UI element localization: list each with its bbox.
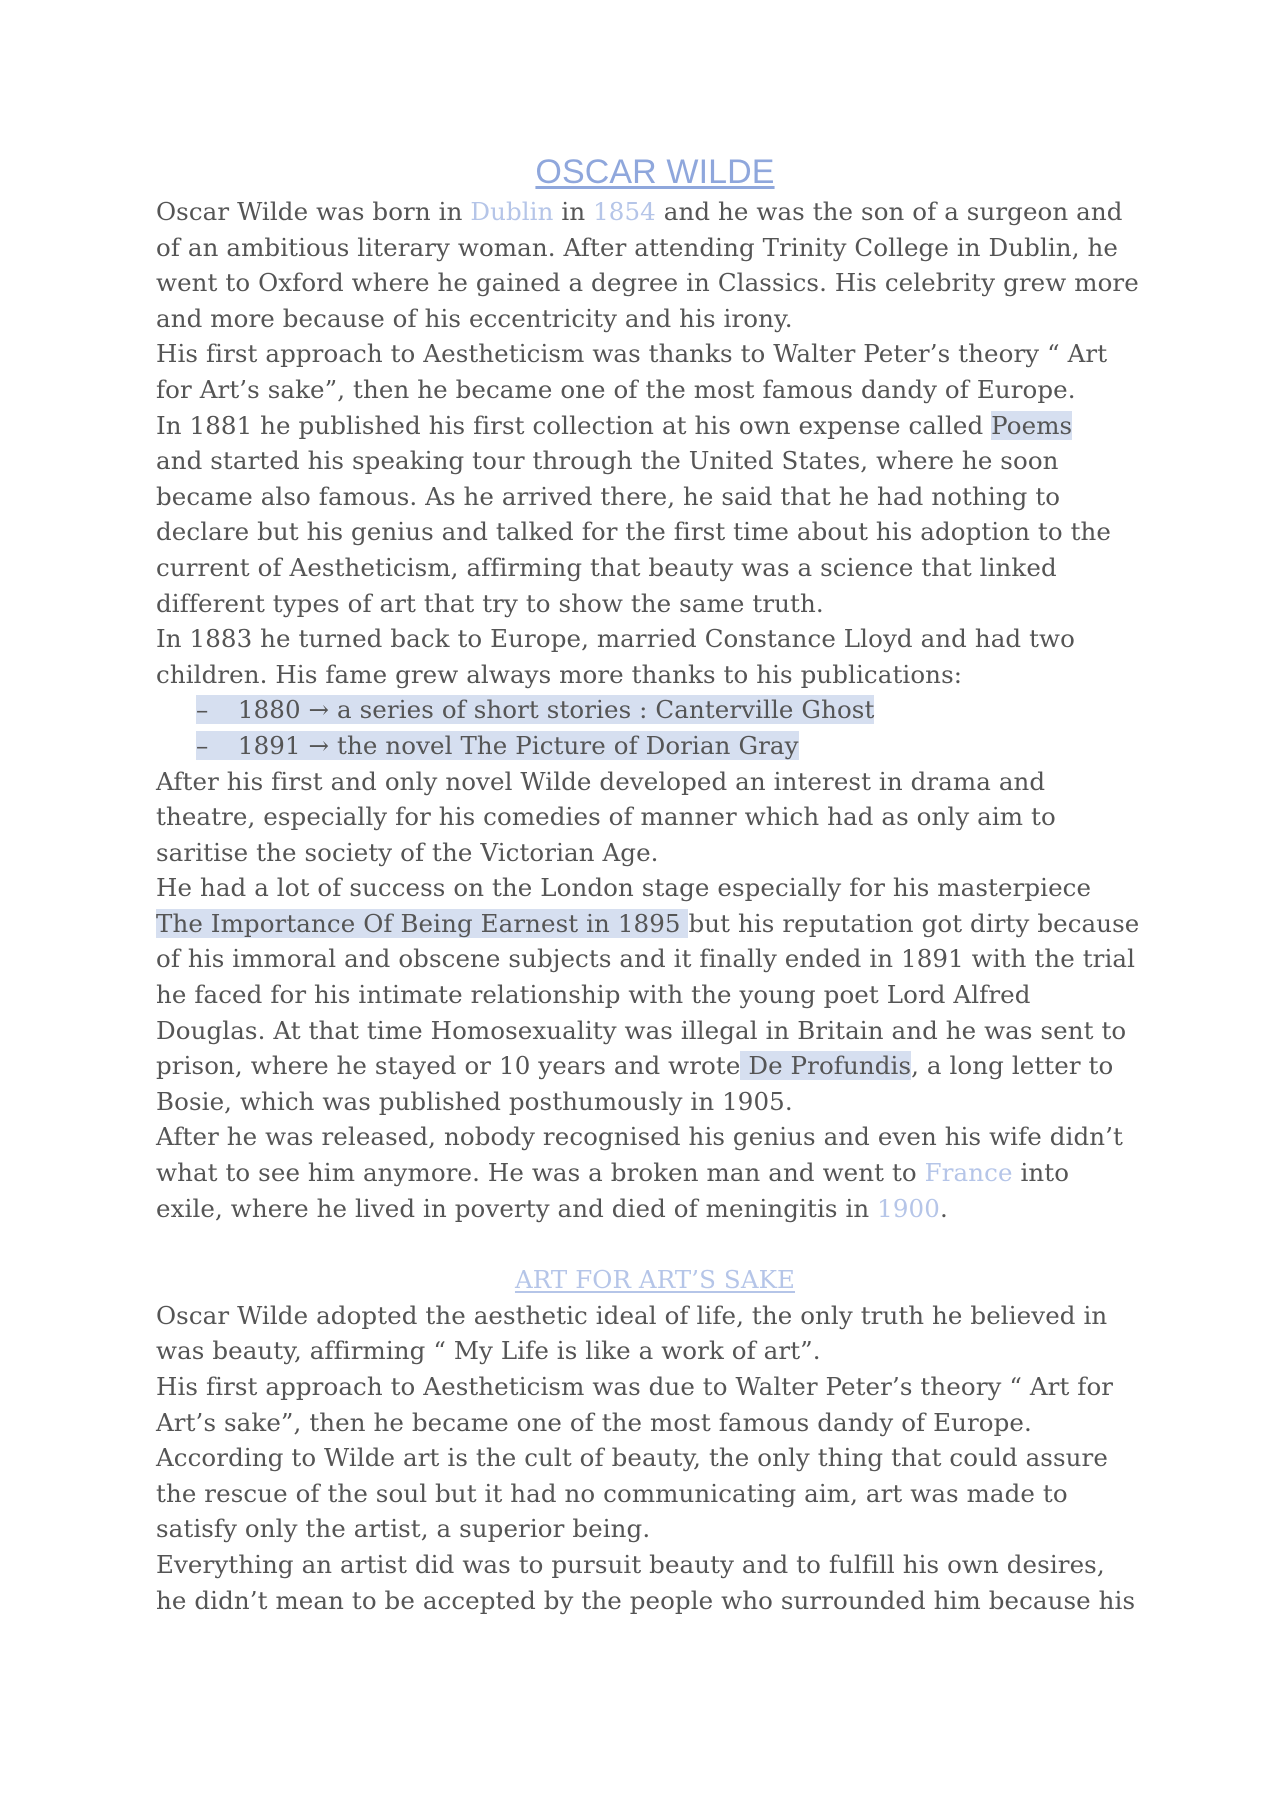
text-line: and more because of his eccentricity and his irony. [156, 303, 793, 333]
text-line: declare but his genius and talked for the first time about his adoption to the [156, 517, 1112, 547]
text-run: and he was the son of a surgeon and [655, 197, 1123, 226]
text-line [156, 1155, 1130, 1191]
text-line: His first approach to Aestheticism was due to Walter Peter’s theory “ Art for [156, 1372, 1114, 1401]
text-line: for Art’s sake”, then he became one of the most famous dandy of Europe. [156, 374, 1076, 404]
text-line [156, 906, 1140, 942]
link-1900[interactable]: 1900 [877, 1193, 940, 1223]
text-line: theatre, especially for his comedies of manner which had as only aim to [156, 802, 1056, 832]
text-line: of an ambitious literary woman. After attending Trinity College in Dublin, he [156, 232, 1118, 262]
highlight-de-profundis: De Profundis [740, 1051, 912, 1081]
text-line: different types of art that try to show the same truth. [156, 588, 824, 618]
text-line: saritise the society of the Victorian Age. [156, 837, 659, 867]
text-line: Oscar Wilde adopted the aesthetic ideal of life, the only truth he believed in [156, 1300, 1108, 1330]
text-line: children. His fame grew always more thanks to his publications: [156, 659, 963, 689]
spacer [156, 1226, 1130, 1262]
text-line: became also famous. As he arrived there, he said that he had nothing to [156, 481, 1061, 511]
text-line: In 1883 he turned back to Europe, married Constance Lloyd and had two [156, 624, 1075, 654]
bullet-dash: – [196, 695, 209, 725]
list-item [156, 728, 1130, 764]
text-line: he didn’t mean to be accepted by the people who surrounded him because his [156, 1585, 1136, 1615]
link-france[interactable]: France [924, 1158, 1013, 1188]
text-run: In 1881 he published his first collection at his own expense called [156, 410, 992, 440]
page-title: OSCAR WILDE [535, 153, 775, 191]
text-line: was beauty, affirming “ My Life is like a work of art”. [156, 1336, 821, 1366]
text-run: but his reputation got dirty because [688, 908, 1140, 938]
text-line: After he was released, nobody recognised his genius and even his wife didn’t [156, 1122, 1123, 1152]
highlight-poems: Poems [991, 410, 1073, 440]
highlight-earnest: The Importance Of Being Earnest in 1895 [156, 908, 689, 938]
text-line: current of Aestheticism, affirming that beauty was a science that linked [156, 552, 1057, 582]
text-run: prison, where he stayed or 10 years and wrote [156, 1051, 741, 1081]
document-page [156, 150, 1140, 1618]
text-line [156, 408, 1130, 444]
bullet-dash: – [196, 730, 209, 760]
text-line: His first approach to Aestheticism was thanks to Walter Peter’s theory “ Art [156, 339, 1108, 369]
text-line: Douglas. At that time Homosexuality was illegal in Britain and he was sent to [156, 1015, 1127, 1045]
text-run: exile, where he lived in poverty and died of meningitis in [156, 1193, 878, 1223]
text-line: and started his speaking tour through the United States, where he soon [156, 446, 1059, 476]
text-run: what to see him anymore. He was a broken man and went to [156, 1158, 925, 1188]
link-dublin[interactable]: Dublin [470, 197, 554, 226]
section-heading[interactable]: ART FOR ART’S SAKE [514, 1265, 796, 1295]
text-line: Bosie, which was published posthumously in 1905. [156, 1086, 793, 1116]
text-line [156, 1048, 1130, 1084]
text-line: satisfy only the artist, a superior being. [156, 1514, 651, 1544]
list-item-text: 1891 → the novel The Picture of Dorian Gray [230, 730, 799, 760]
text-line: of his immoral and obscene subjects and it finally ended in 1891 with the trial [156, 944, 1136, 974]
text-line: After his first and only novel Wilde developed an interest in drama and [156, 766, 1046, 796]
text-line: the rescue of the soul but it had no communicating aim, art was made to [156, 1478, 1068, 1508]
text-line: he faced for his intimate relationship with the young poet Lord Alfred [156, 980, 1031, 1010]
text-line [156, 1191, 1130, 1227]
text-run: into [1012, 1158, 1070, 1188]
link-1854[interactable]: 1854 [593, 197, 656, 226]
text-line: Everything an artist did was to pursuit beauty and to fulfill his own desires, [156, 1549, 1105, 1579]
text-run: in [553, 197, 594, 226]
text-run: . [939, 1193, 948, 1223]
text-run: , a long letter to [911, 1051, 1114, 1081]
text-line: According to Wilde art is the cult of beauty, the only thing that could assure [156, 1443, 1108, 1473]
list-item [156, 692, 1130, 728]
text-line [156, 194, 1130, 230]
text-line: went to Oxford where he gained a degree in Classics. His celebrity grew more [156, 268, 1139, 298]
text-line: Art’s sake”, then he became one of the most famous dandy of Europe. [156, 1407, 1032, 1437]
text-line: He had a lot of success on the London stage especially for his masterpiece [156, 873, 1092, 903]
text-run: Oscar Wilde was born in [156, 197, 471, 226]
list-item-text: 1880 → a series of short stories : Canterville Ghost [230, 695, 875, 725]
